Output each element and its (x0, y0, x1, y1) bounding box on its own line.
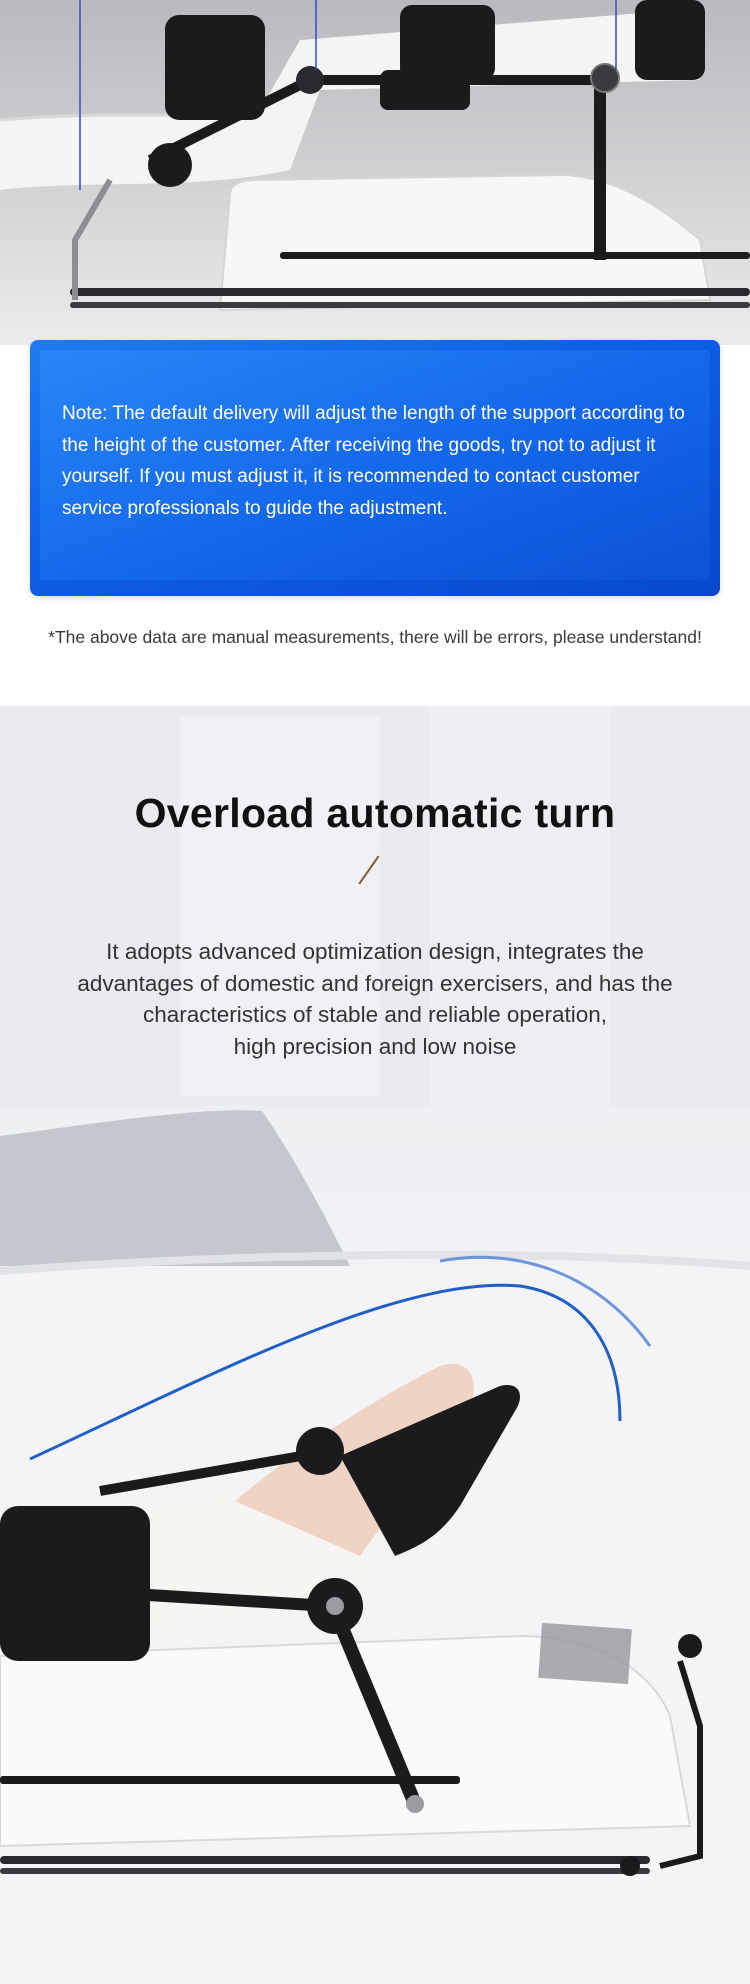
cpm-machine-illustration-bottom (0, 706, 750, 1984)
feature-description (60, 936, 690, 1062)
feature-title: Overload automatic turn (134, 790, 616, 836)
note-text: Note: The default delivery will adjust the length of the support according to the height of the customer. After receiving the goods, try not to adjust it yourself. If you must adjust it, it is recommended to contact customer service professionals to guide the adjustment. (62, 403, 685, 519)
feature-description-line: characteristics of stable and reliable operation, (142, 1002, 607, 1027)
feature-description-line: high precision and low noise (233, 1033, 517, 1059)
feature-description-line: advantages of domestic and foreign exercisers, and has the (77, 970, 673, 996)
note-card (30, 340, 720, 596)
feature-description-line: It adopts advanced optimization design, integrates the (106, 939, 644, 964)
feature-section (0, 706, 750, 1984)
measurement-disclaimer: *The above data are manual measurements, there will be errors, please understand! (48, 627, 702, 647)
